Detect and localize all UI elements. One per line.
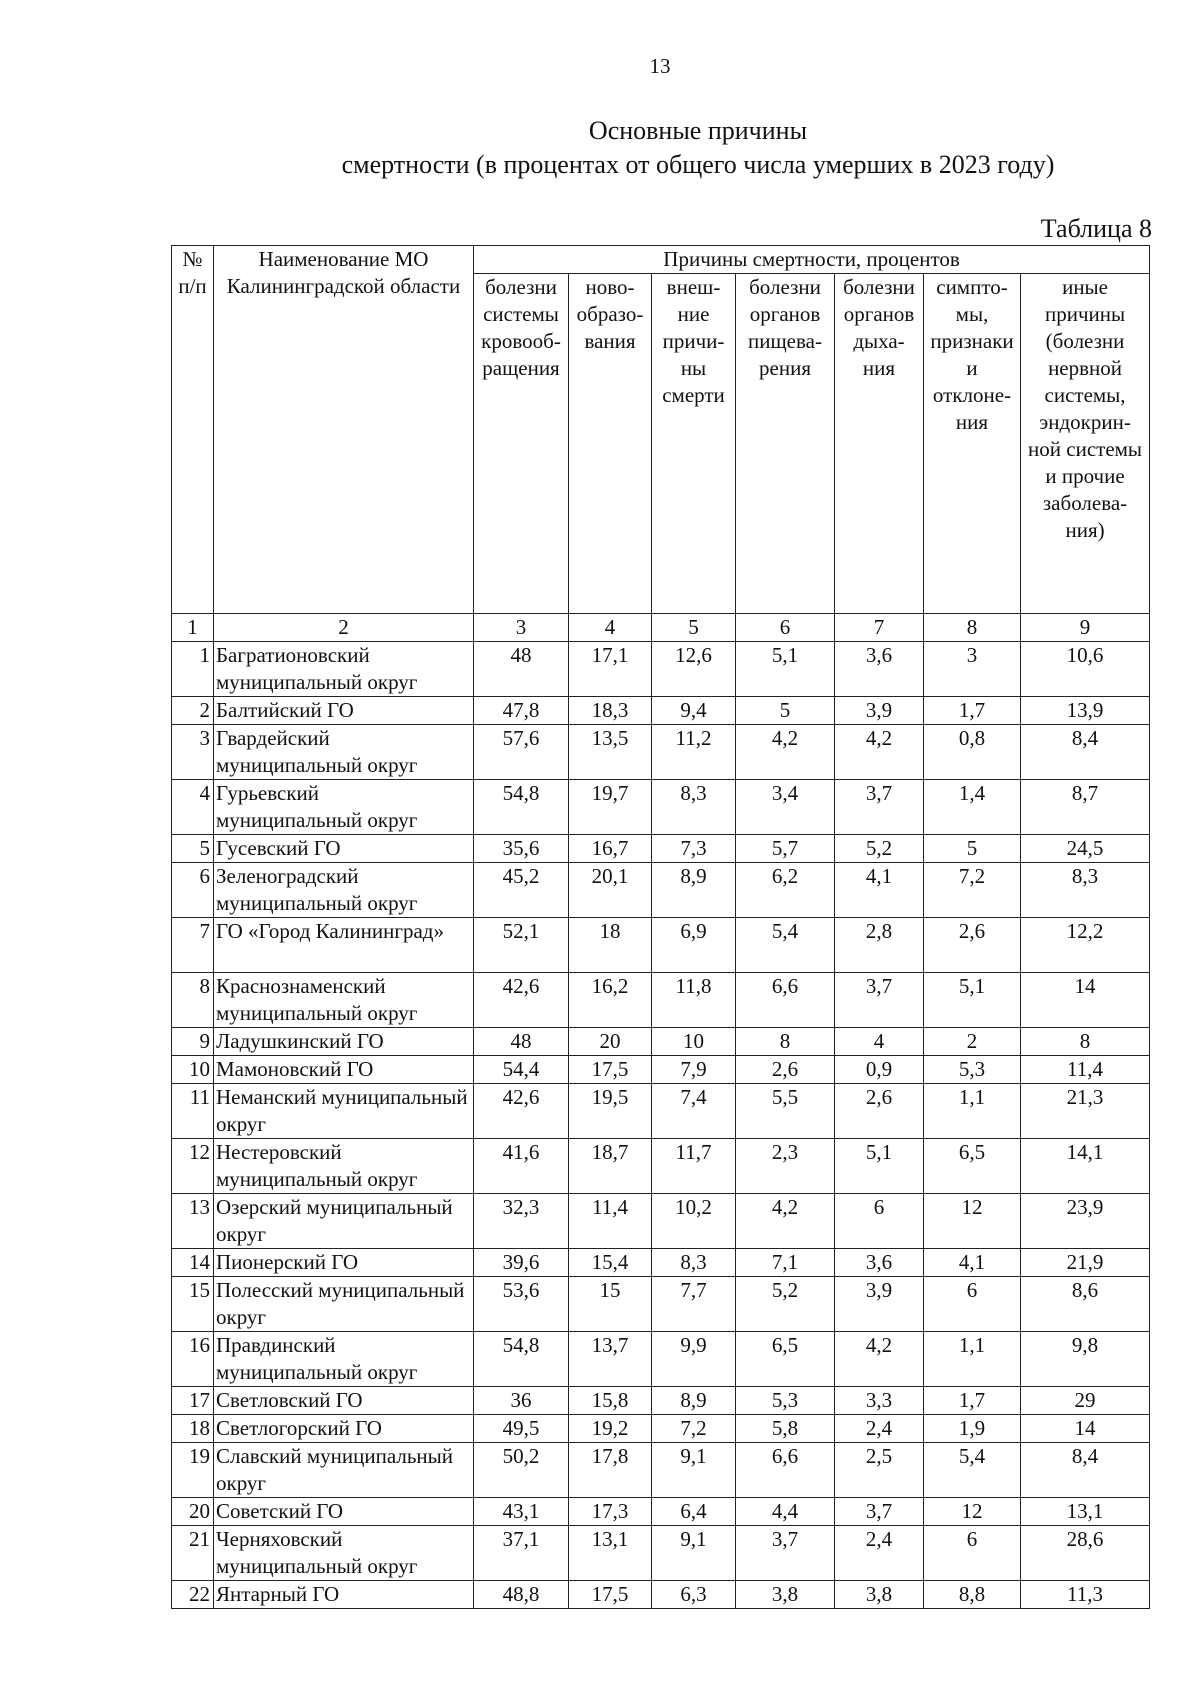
cell-value: 14: [1021, 1415, 1150, 1443]
cell-value: 5,3: [736, 1387, 835, 1415]
cell-value: 49,5: [474, 1415, 569, 1443]
cell-value: 4,2: [736, 725, 835, 780]
municipality-name: Неманский муниципальный округ: [214, 1084, 474, 1139]
row-number: 17: [172, 1387, 214, 1415]
column-number: 3: [474, 614, 569, 642]
cell-value: 6: [835, 1194, 924, 1249]
municipality-name: Нестеровский муниципальный округ: [214, 1139, 474, 1194]
cell-value: 8,4: [1021, 725, 1150, 780]
row-number: 8: [172, 973, 214, 1028]
table-row: [172, 1139, 1150, 1194]
cell-value: 6,9: [652, 918, 736, 973]
cell-value: 3,9: [835, 697, 924, 725]
municipality-name: Ладушкинский ГО: [214, 1028, 474, 1056]
cell-value: 7,4: [652, 1084, 736, 1139]
cell-value: 8,3: [652, 780, 736, 835]
municipality-name: Светловский ГО: [214, 1387, 474, 1415]
row-number: 6: [172, 863, 214, 918]
cell-value: 19,2: [569, 1415, 652, 1443]
municipality-name: Гусевский ГО: [214, 835, 474, 863]
cell-value: 17,8: [569, 1443, 652, 1498]
cell-value: 5,3: [924, 1056, 1021, 1084]
cell-value: 48,8: [474, 1581, 569, 1609]
row-number: 16: [172, 1332, 214, 1387]
cell-value: 12,2: [1021, 918, 1150, 973]
cell-value: 18,7: [569, 1139, 652, 1194]
cell-value: 29: [1021, 1387, 1150, 1415]
municipality-name: Мамоновский ГО: [214, 1056, 474, 1084]
cell-value: 28,6: [1021, 1526, 1150, 1581]
column-numbers-row: [172, 614, 1150, 642]
table-row: [172, 1028, 1150, 1056]
cell-value: 15,8: [569, 1387, 652, 1415]
municipality-name: Зеленоградский муниципальный округ: [214, 863, 474, 918]
cell-value: 17,3: [569, 1498, 652, 1526]
municipality-name: Советский ГО: [214, 1498, 474, 1526]
cell-value: 2: [924, 1028, 1021, 1056]
municipality-name: Правдинский муниципальный округ: [214, 1332, 474, 1387]
page-number: 13: [649, 54, 671, 78]
header-col-5: внеш-ние причи-ны смерти: [652, 274, 736, 614]
cell-value: 1,9: [924, 1415, 1021, 1443]
cell-value: 11,4: [569, 1194, 652, 1249]
header-col-3: болезни системы кровооб-ращения: [474, 274, 569, 614]
row-number: 2: [172, 697, 214, 725]
table-row: [172, 1332, 1150, 1387]
cell-value: 2,6: [835, 1084, 924, 1139]
cell-value: 7,1: [736, 1249, 835, 1277]
municipality-name: Гвардейский муниципальный округ: [214, 725, 474, 780]
cell-value: 48: [474, 1028, 569, 1056]
row-number: 3: [172, 725, 214, 780]
municipality-name: Светлогорский ГО: [214, 1415, 474, 1443]
table-row: [172, 918, 1150, 973]
header-group: Причины смертности, процентов: [474, 246, 1150, 274]
cell-value: 5,1: [736, 642, 835, 697]
cell-value: 9,1: [652, 1443, 736, 1498]
cell-value: 2,4: [835, 1415, 924, 1443]
column-number: 1: [172, 614, 214, 642]
cell-value: 20,1: [569, 863, 652, 918]
page-title-line-1: Основные причины: [588, 116, 808, 145]
cell-value: 13,1: [1021, 1498, 1150, 1526]
header-col-7: болезни органов дыха-ния: [835, 274, 924, 614]
cell-value: 8,9: [652, 1387, 736, 1415]
cell-value: 45,2: [474, 863, 569, 918]
cell-value: 42,6: [474, 1084, 569, 1139]
cell-value: 35,6: [474, 835, 569, 863]
cell-value: 54,4: [474, 1056, 569, 1084]
cell-value: 3,8: [835, 1581, 924, 1609]
cell-value: 57,6: [474, 725, 569, 780]
cell-value: 11,2: [652, 725, 736, 780]
column-number: 4: [569, 614, 652, 642]
cell-value: 5,4: [924, 1443, 1021, 1498]
cell-value: 52,1: [474, 918, 569, 973]
cell-value: 9,9: [652, 1332, 736, 1387]
cell-value: 3,7: [835, 973, 924, 1028]
cell-value: 0,8: [924, 725, 1021, 780]
cell-value: 6,4: [652, 1498, 736, 1526]
cell-value: 19,5: [569, 1084, 652, 1139]
table-row: [172, 973, 1150, 1028]
cell-value: 1,1: [924, 1084, 1021, 1139]
cell-value: 5: [924, 835, 1021, 863]
cell-value: 2,3: [736, 1139, 835, 1194]
cell-value: 39,6: [474, 1249, 569, 1277]
cell-value: 11,3: [1021, 1581, 1150, 1609]
table-row: [172, 1443, 1150, 1498]
cell-value: 4,1: [924, 1249, 1021, 1277]
header-num: № п/п: [172, 246, 214, 614]
cell-value: 8,8: [924, 1581, 1021, 1609]
cell-value: 9,8: [1021, 1332, 1150, 1387]
column-number: 8: [924, 614, 1021, 642]
cell-value: 5,4: [736, 918, 835, 973]
cell-value: 3,8: [736, 1581, 835, 1609]
cell-value: 0,9: [835, 1056, 924, 1084]
page-title-line-2: смертности (в процентах от общего числа умерших в 2023 году): [341, 150, 1055, 179]
cell-value: 3,9: [835, 1277, 924, 1332]
table-row: [172, 697, 1150, 725]
cell-value: 37,1: [474, 1526, 569, 1581]
cell-value: 3,6: [835, 642, 924, 697]
cell-value: 15: [569, 1277, 652, 1332]
column-number: 7: [835, 614, 924, 642]
municipality-name: ГО «Город Калининград»: [214, 918, 474, 973]
header-col-9: иные причины (болезни нервной системы, эндокрин-ной системы и прочие заболева-ния): [1021, 274, 1150, 614]
municipality-name: Черняховский муниципальный округ: [214, 1526, 474, 1581]
cell-value: 50,2: [474, 1443, 569, 1498]
cell-value: 18: [569, 918, 652, 973]
cell-value: 3,6: [835, 1249, 924, 1277]
row-number: 18: [172, 1415, 214, 1443]
cell-value: 2,8: [835, 918, 924, 973]
table-label: Таблица 8: [1040, 214, 1152, 243]
cell-value: 7,2: [924, 863, 1021, 918]
cell-value: 6,5: [736, 1332, 835, 1387]
header-col-4: ново-образо-вания: [569, 274, 652, 614]
column-number: 6: [736, 614, 835, 642]
table-body: [172, 642, 1150, 1609]
cell-value: 5,2: [835, 835, 924, 863]
cell-value: 8: [1021, 1028, 1150, 1056]
row-number: 12: [172, 1139, 214, 1194]
cell-value: 21,3: [1021, 1084, 1150, 1139]
table-row: [172, 835, 1150, 863]
cell-value: 13,7: [569, 1332, 652, 1387]
table-row: [172, 1249, 1150, 1277]
cell-value: 3: [924, 642, 1021, 697]
cell-value: 3,7: [736, 1526, 835, 1581]
cell-value: 6,6: [736, 1443, 835, 1498]
cell-value: 16,2: [569, 973, 652, 1028]
cell-value: 48: [474, 642, 569, 697]
cell-value: 1,7: [924, 697, 1021, 725]
cell-value: 7,9: [652, 1056, 736, 1084]
cell-value: 54,8: [474, 780, 569, 835]
cell-value: 5,7: [736, 835, 835, 863]
table-row: [172, 642, 1150, 697]
header-col-6: болезни органов пищева-рения: [736, 274, 835, 614]
cell-value: 54,8: [474, 1332, 569, 1387]
cell-value: 17,1: [569, 642, 652, 697]
table-row: [172, 780, 1150, 835]
row-number: 21: [172, 1526, 214, 1581]
column-number: 2: [214, 614, 474, 642]
column-number: 5: [652, 614, 736, 642]
row-number: 10: [172, 1056, 214, 1084]
cell-value: 7,7: [652, 1277, 736, 1332]
cell-value: 14: [1021, 973, 1150, 1028]
cell-value: 11,8: [652, 973, 736, 1028]
cell-value: 7,2: [652, 1415, 736, 1443]
cell-value: 8,6: [1021, 1277, 1150, 1332]
table-row: [172, 1581, 1150, 1609]
cell-value: 3,7: [835, 1498, 924, 1526]
cell-value: 5,1: [924, 973, 1021, 1028]
cell-value: 18,3: [569, 697, 652, 725]
table-row: [172, 1056, 1150, 1084]
header-name: Наименование МО Калининградской области: [214, 246, 474, 614]
cell-value: 32,3: [474, 1194, 569, 1249]
table-row: [172, 863, 1150, 918]
cell-value: 4,2: [835, 1332, 924, 1387]
cell-value: 4,1: [835, 863, 924, 918]
row-number: 22: [172, 1581, 214, 1609]
table-row: [172, 1415, 1150, 1443]
table-row: [172, 725, 1150, 780]
row-number: 15: [172, 1277, 214, 1332]
cell-value: 9,1: [652, 1526, 736, 1581]
cell-value: 17,5: [569, 1056, 652, 1084]
row-number: 7: [172, 918, 214, 973]
municipality-name: Гурьевский муниципальный округ: [214, 780, 474, 835]
cell-value: 6,5: [924, 1139, 1021, 1194]
cell-value: 6: [924, 1277, 1021, 1332]
cell-value: 41,6: [474, 1139, 569, 1194]
header-col-8: симпто-мы, признаки и отклоне-ния: [924, 274, 1021, 614]
cell-value: 53,6: [474, 1277, 569, 1332]
cell-value: 10: [652, 1028, 736, 1056]
row-number: 11: [172, 1084, 214, 1139]
table-row: [172, 1498, 1150, 1526]
cell-value: 4,2: [835, 725, 924, 780]
row-number: 19: [172, 1443, 214, 1498]
table-row: [172, 1277, 1150, 1332]
cell-value: 1,4: [924, 780, 1021, 835]
row-number: 9: [172, 1028, 214, 1056]
row-number: 13: [172, 1194, 214, 1249]
cell-value: 42,6: [474, 973, 569, 1028]
cell-value: 5,1: [835, 1139, 924, 1194]
cell-value: 11,7: [652, 1139, 736, 1194]
cell-value: 6,2: [736, 863, 835, 918]
cell-value: 10,2: [652, 1194, 736, 1249]
cell-value: 8,9: [652, 863, 736, 918]
row-number: 14: [172, 1249, 214, 1277]
cell-value: 13,1: [569, 1526, 652, 1581]
cell-value: 8,4: [1021, 1443, 1150, 1498]
cell-value: 12,6: [652, 642, 736, 697]
cell-value: 5,2: [736, 1277, 835, 1332]
cell-value: 5,8: [736, 1415, 835, 1443]
cell-value: 5,5: [736, 1084, 835, 1139]
cell-value: 8,7: [1021, 780, 1150, 835]
cell-value: 8: [736, 1028, 835, 1056]
cell-value: 8,3: [652, 1249, 736, 1277]
table-row: [172, 1194, 1150, 1249]
municipality-name: Багратионовский муниципальный округ: [214, 642, 474, 697]
cell-value: 2,6: [736, 1056, 835, 1084]
cell-value: 14,1: [1021, 1139, 1150, 1194]
row-number: 5: [172, 835, 214, 863]
cell-value: 2,6: [924, 918, 1021, 973]
column-number: 9: [1021, 614, 1150, 642]
table-row: [172, 1084, 1150, 1139]
municipality-name: Славский муниципальный округ: [214, 1443, 474, 1498]
cell-value: 12: [924, 1498, 1021, 1526]
cell-value: 11,4: [1021, 1056, 1150, 1084]
cell-value: 1,1: [924, 1332, 1021, 1387]
cell-value: 10,6: [1021, 642, 1150, 697]
cell-value: 2,5: [835, 1443, 924, 1498]
cell-value: 1,7: [924, 1387, 1021, 1415]
cell-value: 3,4: [736, 780, 835, 835]
municipality-name: Балтийский ГО: [214, 697, 474, 725]
row-number: 4: [172, 780, 214, 835]
row-number: 20: [172, 1498, 214, 1526]
table-row: [172, 1526, 1150, 1581]
mortality-table: [171, 245, 1150, 1609]
cell-value: 6,3: [652, 1581, 736, 1609]
cell-value: 23,9: [1021, 1194, 1150, 1249]
cell-value: 13,5: [569, 725, 652, 780]
row-number: 1: [172, 642, 214, 697]
cell-value: 8,3: [1021, 863, 1150, 918]
cell-value: 4: [835, 1028, 924, 1056]
municipality-name: Краснознаменский муниципальный округ: [214, 973, 474, 1028]
cell-value: 36: [474, 1387, 569, 1415]
cell-value: 6,6: [736, 973, 835, 1028]
cell-value: 12: [924, 1194, 1021, 1249]
cell-value: 20: [569, 1028, 652, 1056]
cell-value: 4,4: [736, 1498, 835, 1526]
municipality-name: Пионерский ГО: [214, 1249, 474, 1277]
cell-value: 7,3: [652, 835, 736, 863]
cell-value: 3,7: [835, 780, 924, 835]
municipality-name: Янтарный ГО: [214, 1581, 474, 1609]
municipality-name: Полесский муниципальный округ: [214, 1277, 474, 1332]
municipality-name: Озерский муниципальный округ: [214, 1194, 474, 1249]
cell-value: 17,5: [569, 1581, 652, 1609]
cell-value: 24,5: [1021, 835, 1150, 863]
cell-value: 47,8: [474, 697, 569, 725]
table-row: [172, 1387, 1150, 1415]
cell-value: 16,7: [569, 835, 652, 863]
cell-value: 4,2: [736, 1194, 835, 1249]
cell-value: 5: [736, 697, 835, 725]
cell-value: 21,9: [1021, 1249, 1150, 1277]
cell-value: 3,3: [835, 1387, 924, 1415]
cell-value: 15,4: [569, 1249, 652, 1277]
cell-value: 13,9: [1021, 697, 1150, 725]
cell-value: 2,4: [835, 1526, 924, 1581]
cell-value: 19,7: [569, 780, 652, 835]
cell-value: 6: [924, 1526, 1021, 1581]
cell-value: 43,1: [474, 1498, 569, 1526]
cell-value: 9,4: [652, 697, 736, 725]
